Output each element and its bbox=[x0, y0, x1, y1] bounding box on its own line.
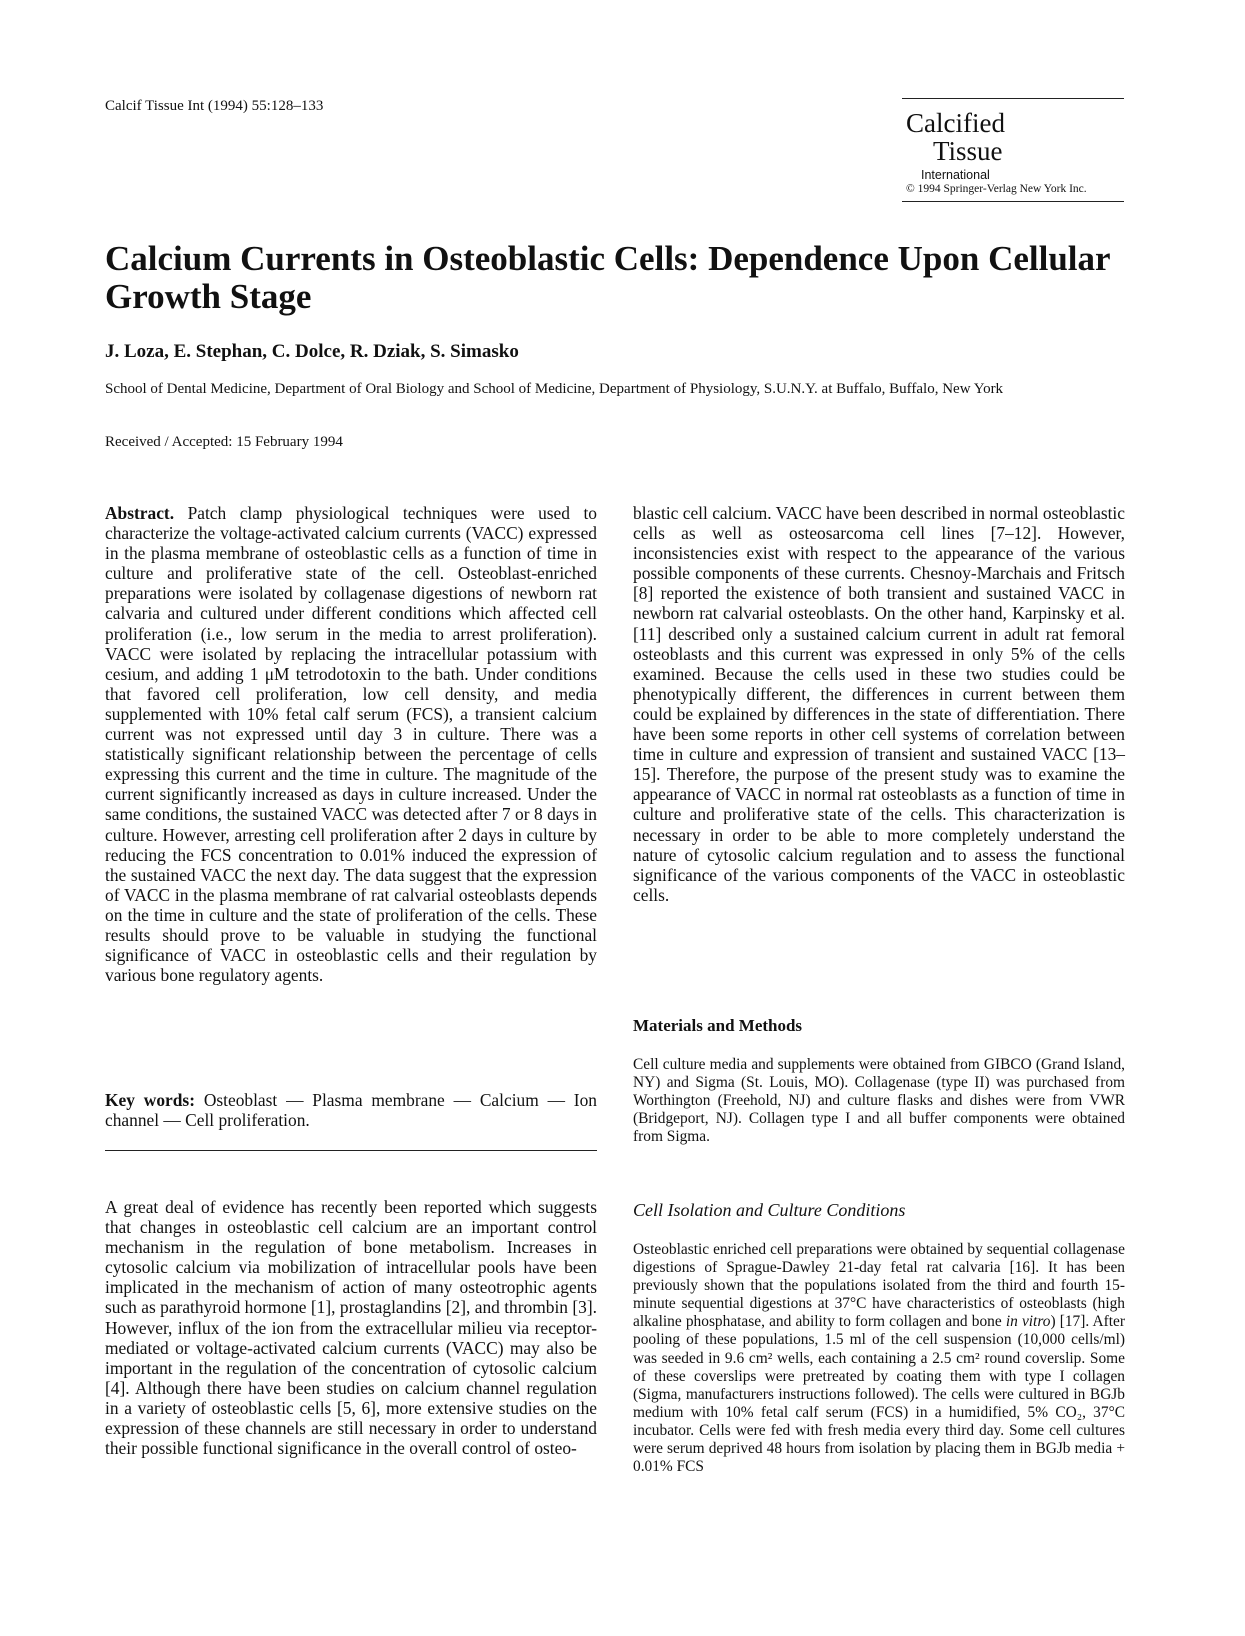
cell-isolation-text-a: Osteoblastic enriched cell preparations were obtained by sequential collagenase digestions of Sprague-Dawley 21-day fetal rat calvaria [16]. It has been previously shown that the populations isolated from the third and fourth 15-minute sequential digestions at 37°C have characteristics of osteoblasts (high alkaline phosphatase, and ability to form collagen and bone bbox=[633, 1241, 1125, 1331]
keywords-paragraph bbox=[105, 1090, 597, 1130]
article-affiliation: School of Dental Medicine, Department of Oral Biology and School of Medicine, Department of Physiology, S.U.N.Y. at Buffalo, Buffalo, New York bbox=[105, 381, 1004, 397]
cell-isolation-paragraph bbox=[633, 1241, 1125, 1476]
methods-heading: Materials and Methods bbox=[633, 1016, 803, 1035]
journal-name-line1: Calcified bbox=[906, 108, 1005, 138]
cell-isolation-section bbox=[633, 1241, 1125, 1476]
journal-copyright: © 1994 Springer-Verlag New York Inc. bbox=[906, 183, 1087, 195]
article-authors: J. Loza, E. Stephan, C. Dolce, R. Dziak, S. Simasko bbox=[105, 341, 519, 362]
journal-masthead bbox=[902, 98, 1124, 202]
abstract-paragraph bbox=[105, 503, 597, 985]
cell-isolation-heading: Cell Isolation and Culture Conditions bbox=[633, 1200, 906, 1220]
methods-paragraph: Cell culture media and supplements were obtained from GIBCO (Grand Island, NY) and Sigma (St. Louis, MO). Collagenase (type II) was purchased from Worthington (Freehold, NJ) and culture flasks and dishes were from VWR (Bridgeport, NJ). Collagen type I and all buffer components were obtained from Sigma. bbox=[633, 1056, 1125, 1146]
journal-subtitle: International bbox=[921, 168, 990, 182]
journal-name bbox=[902, 109, 1124, 165]
keywords-label: Key words: bbox=[105, 1090, 195, 1110]
abstract-label: Abstract. bbox=[105, 503, 175, 523]
abstract-section bbox=[105, 503, 597, 985]
cell-isolation-text-italic: in vitro bbox=[1005, 1313, 1051, 1331]
journal-citation: Calcif Tissue Int (1994) 55:128–133 bbox=[105, 98, 324, 114]
intro-continued-section bbox=[633, 503, 1125, 905]
article-title: Calcium Currents in Osteoblastic Cells: Dependence Upon Cellular Growth Stage bbox=[105, 239, 1110, 316]
abstract-text: Patch clamp physiological techniques were used to characterize the voltage-activated calcium currents (VACC) expressed in the plasma membrane of osteoblastic cells as a function of time in culture and proliferative state of the cell. Osteoblast-enriched preparations were isolated by collagenase digestions of newborn rat calvaria and cultured under different conditions which affected cell proliferation (i.e., low serum in the media to arrest proliferation). VACC were isolated by replacing the intracellular potassium with cesium, and adding 1 μM tetrodotoxin to the bath. Under conditions that favored cell proliferation, low cell density, and media supplemented with 10% fetal calf serum (FCS), a transient calcium current was not expressed until day 3 in culture. There was a statistically significant relationship between the percentage of cells expressing this current and the time in culture. The magnitude of the current significantly increased as days in culture increased. Under the same conditions, the sustained VACC was detected after 7 or 8 days in culture. However, arresting cell proliferation after 2 days in culture by reducing the FCS concentration to 0.01% induced the expression of the sustained VACC the next day. The data suggest that the expression of VACC in the plasma membrane of rat calvarial osteoblasts depends on the time in culture and the state of proliferation of the cells. These results should prove to be valuable in studying the functional significance of VACC in osteoblastic cells and their regulation by various bone regulatory agents. bbox=[105, 503, 597, 986]
received-date: Received / Accepted: 15 February 1994 bbox=[105, 434, 343, 450]
intro-section bbox=[105, 1197, 597, 1458]
keywords-text: Osteoblast — Plasma membrane — Calcium — Ion channel — Cell proliferation. bbox=[105, 1090, 597, 1131]
keywords-section bbox=[105, 1090, 597, 1130]
masthead-rule-top bbox=[902, 98, 1124, 99]
intro-continued-paragraph: blastic cell calcium. VACC have been described in normal osteoblastic cells as well as osteosarcoma cell lines [7–12]. However, inconsistencies exist with respect to the appearance of the various possible components of these currents. Chesnoy-Marchais and Fritsch [8] reported the existence of both transient and sustained VACC in newborn rat calvarial osteoblasts. On the other hand, Karpinsky et al. [11] described only a sustained calcium current in adult rat femoral osteoblasts and this current was expressed in only 5% of the cells examined. Because the cells used in these two studies could be phenotypically different, the differences in current between them could be explained by differences in the state of differentiation. There have been some reports in other cell systems of correlation between time in culture and expression of transient and sustained VACC [13–15]. Therefore, the purpose of the present study was to examine the appearance of VACC in normal rat osteoblasts as a function of time in culture and proliferative state of the cells. This characterization is necessary in order to be able to more completely understand the nature of cytosolic calcium regulation and to assess the functional significance of the various components of the VACC in osteoblastic cells. bbox=[633, 503, 1125, 905]
masthead-rule-bottom bbox=[902, 201, 1124, 202]
section-divider bbox=[105, 1150, 597, 1151]
cell-isolation-text-b: ) [17]. After pooling of these populations, 1.5 ml of the cell suspension (10,000 cells/ml) was seeded in 9.6 cm² wells, each containing a 2.5 cm² round coverslip. Some of these coverslips were pretreated by coating them with type I collagen (Sigma, manufacturers instructions followed). The cells were cultured in BGJb medium with 10% fetal calf serum (FCS) in a humidified, 5% CO₂, 37°C incubator. Cells were fed with fresh media every third day. Some cell cultures were serum deprived 48 hours from isolation by placing them in BGJb media + 0.01% FCS bbox=[633, 1313, 1125, 1476]
intro-paragraph: A great deal of evidence has recently been reported which suggests that changes in osteoblastic cell calcium are an important control mechanism in the regulation of bone metabolism. Increases in cytosolic calcium via mobilization of intracellular pools have been implicated in the mechanism of action of many osteotrophic agents such as parathyroid hormone [1], prostaglandins [2], and thrombin [3]. However, influx of the ion from the extracellular milieu via receptor-mediated or voltage-activated calcium currents (VACC) may also be important in the regulation of the concentration of cytosolic calcium [4]. Although there have been studies on calcium channel regulation in a variety of osteoblastic cells [5, 6], more extensive studies on the expression of these channels are still necessary in order to understand their possible functional significance in the overall control of osteo- bbox=[105, 1197, 597, 1459]
journal-name-line2: Tissue bbox=[933, 136, 1003, 166]
methods-section bbox=[633, 1056, 1125, 1146]
